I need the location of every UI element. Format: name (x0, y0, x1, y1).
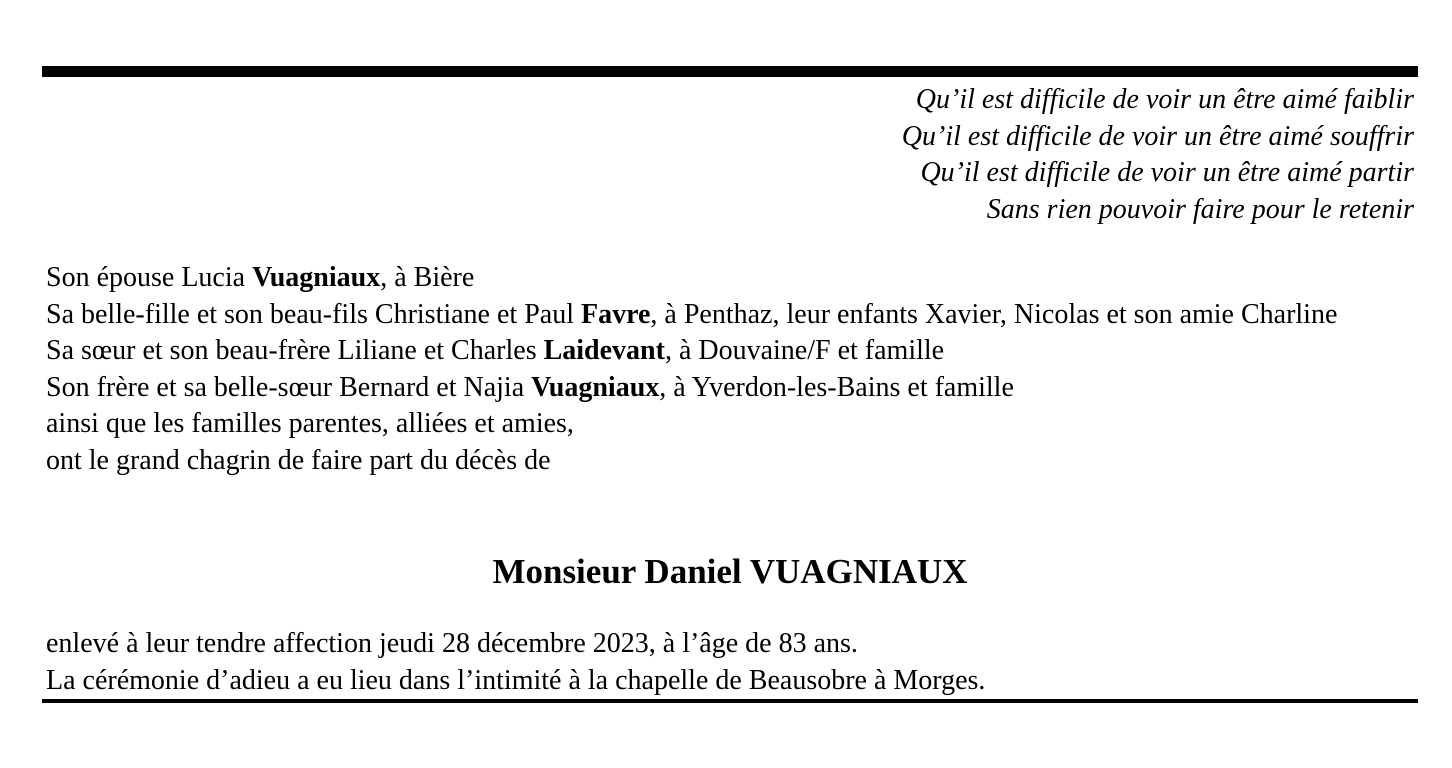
closing-text (46, 625, 985, 699)
family-text: ont le grand chagrin de faire part du décès de (46, 444, 551, 476)
family-line-relatives (46, 406, 1416, 443)
family-text: , à Penthaz, leur enfants Xavier, Nicolas et son amie Charline (650, 298, 1338, 330)
deceased-name: Monsieur Daniel VUAGNIAUX (492, 552, 968, 591)
family-line-announcement (46, 443, 1416, 480)
family-text: , à Bière (380, 262, 475, 293)
poem-line: Qu’il est difficile de voir un être aimé souffrir (901, 120, 1414, 152)
closing-line: enlevé à leur tendre affection jeudi 28 décembre 2023, à l’âge de 83 ans. (46, 628, 858, 659)
family-surname: Vuagniaux (252, 262, 381, 293)
family-text: , à Douvaine/F et famille (664, 335, 945, 366)
family-text: Son frère et sa belle-sœur Bernard et Najia (46, 371, 532, 403)
poem-line: Qu’il est difficile de voir un être aimé faiblir (915, 84, 1414, 115)
family-line-sister (46, 333, 1416, 370)
family-text: Sa sœur et son beau-frère Liliane et Charles (46, 335, 544, 366)
family-line-brother (46, 370, 1416, 407)
family-announcement (46, 260, 1416, 479)
family-line-spouse (46, 260, 1416, 297)
poem (902, 82, 1414, 228)
poem-line: Sans rien pouvoir faire pour le retenir (986, 193, 1414, 225)
family-surname: Favre (580, 298, 651, 330)
family-text: Son épouse Lucia (46, 262, 253, 293)
poem-line: Qu’il est difficile de voir un être aimé partir (920, 157, 1414, 188)
family-text: ainsi que les familles parentes, alliées et amies, (46, 408, 574, 439)
family-surname: Laidevant (543, 335, 665, 366)
family-surname: Vuagniaux (531, 371, 660, 403)
bottom-rule (42, 699, 1418, 703)
family-text: Sa belle-fille et son beau-fils Christiane et Paul (46, 298, 581, 330)
family-text: , à Yverdon-les-Bains et famille (659, 371, 1014, 403)
top-rule (42, 66, 1418, 77)
closing-line: La cérémonie d’adieu a eu lieu dans l’intimité à la chapelle de Beausobre à Morges. (46, 665, 986, 696)
family-line-stepchildren (46, 297, 1416, 334)
